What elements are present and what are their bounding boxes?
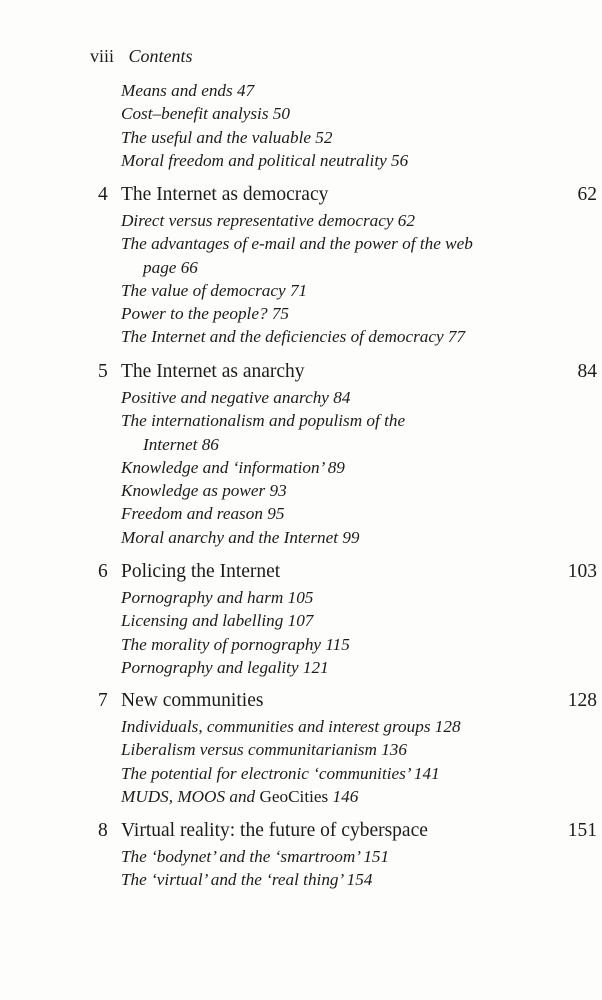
chapter-5 bbox=[0, 359, 602, 549]
chapter-title: New communities bbox=[121, 690, 264, 711]
chapter-number: 6 bbox=[98, 561, 108, 582]
chapter-page: 84 bbox=[577, 361, 597, 382]
chapter-number: 8 bbox=[98, 820, 108, 841]
section-entry: The value of democracy 71 bbox=[121, 280, 308, 300]
chapter-8 bbox=[0, 818, 602, 892]
chapter-number: 5 bbox=[98, 361, 108, 382]
section-entry: Power to the people? 75 bbox=[121, 304, 290, 324]
section-entry: The potential for electronic ‘communities’ 141 bbox=[121, 763, 440, 783]
section-entry: The Internet and the deficiencies of democracy 77 bbox=[121, 327, 466, 347]
section-entry: Pornography and harm 105 bbox=[121, 588, 314, 607]
running-head-title: Contents bbox=[128, 46, 193, 66]
section-entry: The ‘virtual’ and the ‘real thing’ 154 bbox=[121, 870, 373, 890]
section-entry-continued: Internet 86 bbox=[143, 434, 219, 454]
section-entry-italic: MUDS, MOOS and bbox=[121, 786, 260, 806]
section-entry: Individuals, communities and interest groups 128 bbox=[121, 717, 461, 736]
chapter-number: 4 bbox=[98, 184, 108, 205]
section-entry-upright: GeoCities bbox=[259, 786, 329, 806]
section-entry-page: 146 bbox=[328, 786, 359, 806]
chapter-page: 62 bbox=[577, 184, 597, 205]
section-entry: Direct versus representative democracy 62 bbox=[121, 211, 415, 230]
section-entry: The useful and the valuable 52 bbox=[121, 127, 333, 147]
section-entry: The internationalism and populism of the bbox=[121, 411, 406, 431]
running-head bbox=[90, 44, 193, 68]
section-entry: Knowledge as power 93 bbox=[121, 481, 287, 501]
section-entry: Moral anarchy and the Internet 99 bbox=[121, 527, 360, 547]
section-entry: Means and ends 47 bbox=[121, 81, 255, 100]
chapter-page: 128 bbox=[567, 690, 597, 711]
chapter-number: 7 bbox=[98, 690, 108, 711]
section-entry: Freedom and reason 95 bbox=[121, 504, 285, 524]
section-entry: The advantages of e-mail and the power of the web bbox=[121, 234, 473, 254]
chapter-title: The Internet as anarchy bbox=[121, 361, 305, 382]
chapter-title: The Internet as democracy bbox=[121, 184, 329, 205]
page-number: viii bbox=[90, 46, 115, 66]
chapter-page: 151 bbox=[567, 820, 597, 841]
chapter-page: 103 bbox=[567, 561, 597, 582]
chapter-7 bbox=[0, 688, 602, 808]
section-entry: Moral freedom and political neutrality 56 bbox=[121, 150, 409, 170]
section-entry: Cost–benefit analysis 50 bbox=[121, 104, 291, 124]
section-entry: Pornography and legality 121 bbox=[121, 657, 329, 677]
chapter-4 bbox=[0, 182, 602, 349]
section-entry: Licensing and labelling 107 bbox=[121, 611, 314, 631]
section-entry: The morality of pornography 115 bbox=[121, 634, 350, 654]
section-entry: Liberalism versus communitarianism 136 bbox=[121, 740, 407, 760]
chapter-title: Virtual reality: the future of cyberspace bbox=[121, 820, 428, 841]
section-entry bbox=[121, 785, 602, 808]
section-entry: Positive and negative anarchy 84 bbox=[121, 388, 351, 407]
chapter-title: Policing the Internet bbox=[121, 561, 281, 582]
section-entry: The ‘bodynet’ and the ‘smartroom’ 151 bbox=[121, 847, 390, 866]
carryover-sections bbox=[121, 79, 408, 172]
section-entry: Knowledge and ‘information’ 89 bbox=[121, 457, 345, 477]
chapter-6 bbox=[0, 559, 602, 679]
section-entry-continued: page 66 bbox=[143, 257, 198, 277]
